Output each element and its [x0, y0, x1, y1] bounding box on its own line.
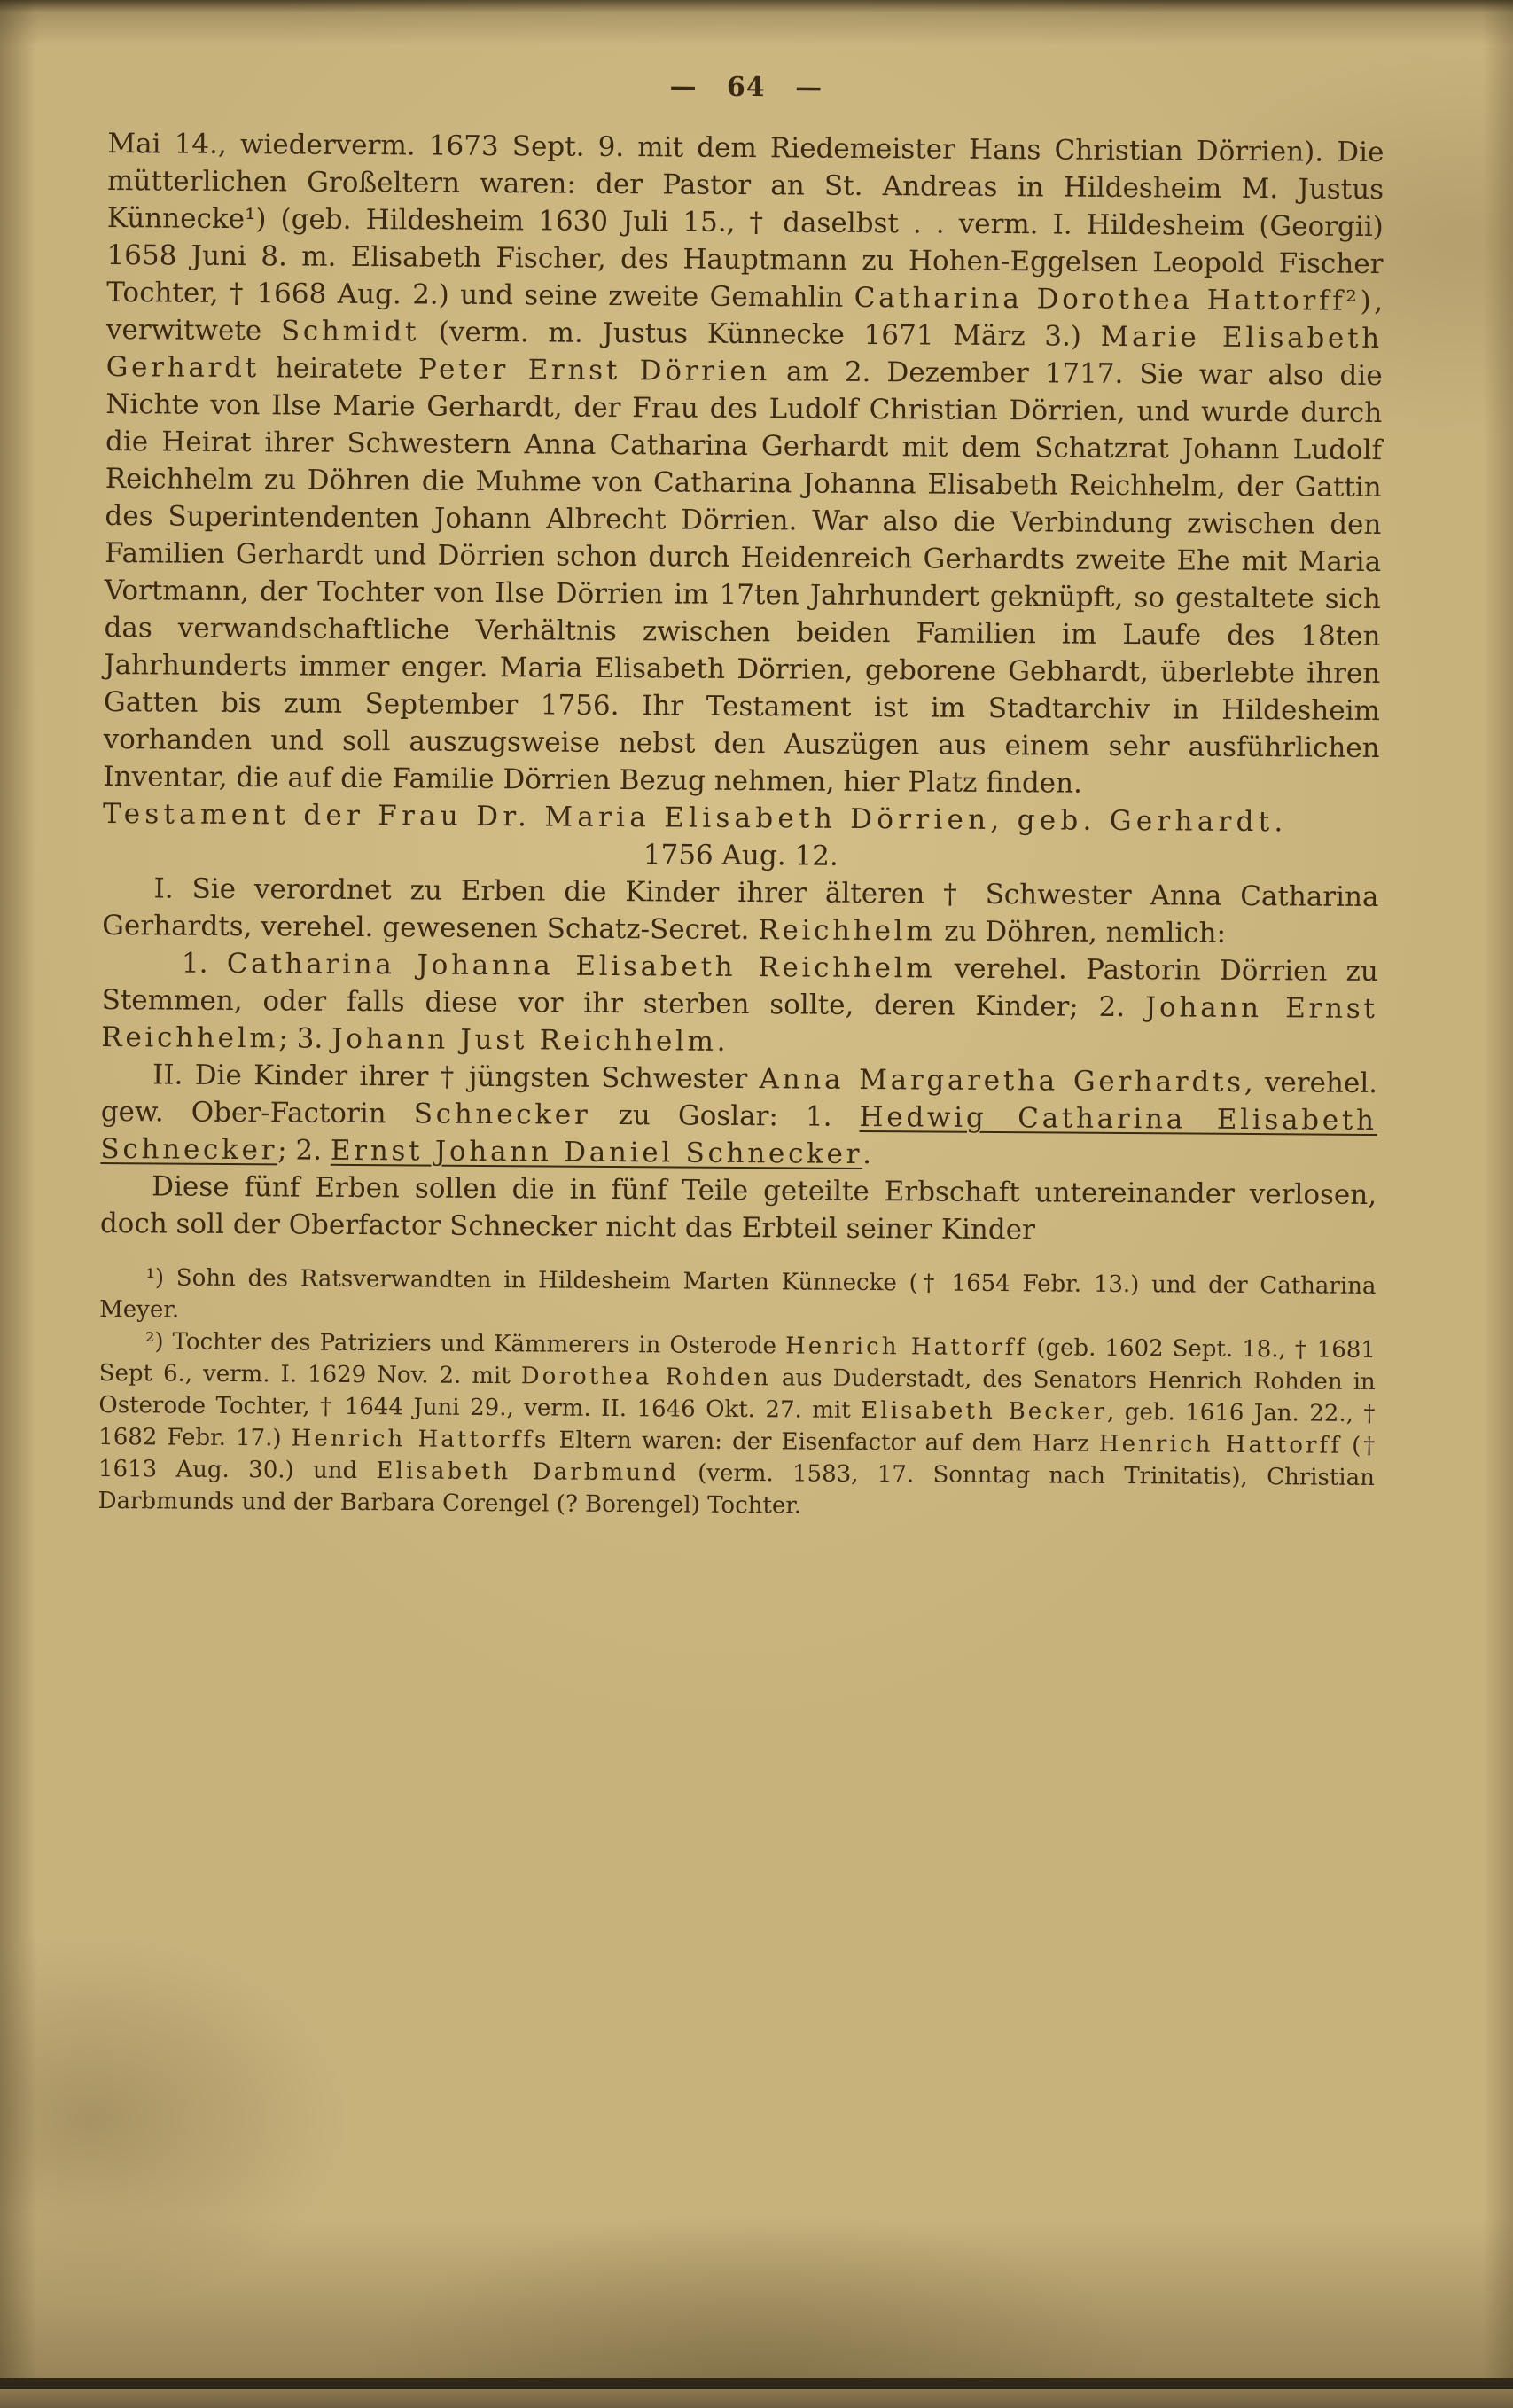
text-segment: Catharina Dorothea Hattorff²) [854, 281, 1375, 317]
page-number: — 64 — [669, 71, 823, 104]
footnotes [98, 1262, 1377, 1526]
text-segment: ¹) Sohn des Ratsverwandten in Hildesheim Marten Künnecke († 1654 Febr. 13.) und der Catharina Meyer. [99, 1264, 1377, 1324]
text-segment: (verm. 1583, 17. Sonntag nach Trinitatis), Christian Darbmunds und der Barbara Corengel (? Borengel) Tochter. [97, 1459, 1376, 1520]
text-segment: zu Goslar: 1. [590, 1098, 860, 1133]
text-segment: Schnecker [413, 1098, 591, 1131]
section-one [102, 870, 1379, 953]
text-block [98, 67, 1384, 1526]
text-segment: (geb. 1602 Sept. 18., † 1681 Sept 6., verm. I. 1629 Nov. 2. mit [98, 1334, 1377, 1390]
text-segment: verehel. Pastorin Dörrien zu Stemmen, oder falls diese vor ihr sterben sollte, deren Kinder; 2. [101, 952, 1379, 1024]
list-item-heirs-one [101, 944, 1378, 1065]
text-segment: Johann Just Reichhelm [331, 1022, 717, 1058]
main-text [100, 125, 1384, 1251]
text-segment: Reichhelm [758, 914, 936, 948]
text-segment: Henrich Hattorff [784, 1333, 1028, 1362]
text-segment: Eltern waren: der Eisenfactor auf dem Harz [549, 1427, 1099, 1458]
text-segment: Peter Ernst Dörrien [417, 353, 771, 388]
closing-paragraph [100, 1168, 1377, 1251]
text-segment: . [716, 1025, 726, 1058]
text-segment: Henrich Hattorffs [291, 1425, 550, 1454]
text-segment: (verm. m. Justus Künnecke 1671 März 3.) [418, 316, 1101, 353]
text-segment: Elisabeth Darbmund [376, 1458, 679, 1487]
text-segment: Catharina Johanna Elisabeth Reichhelm [226, 947, 936, 985]
text-segment: Henrich Hattorff [1098, 1430, 1343, 1459]
page-bottom-edge [0, 2378, 1513, 2389]
text-segment: Testament der Frau Dr. Maria Elisabeth Dörrien, geb. Gerhardt. [102, 797, 1288, 839]
text-segment: († 1613 Aug. 30.) und [97, 1432, 1376, 1485]
text-segment: Elisabeth Becker [861, 1396, 1108, 1426]
section-two [100, 1056, 1377, 1177]
text-segment: ; 3. [278, 1022, 332, 1055]
text-segment: , geb. 1616 Jan. 22., † 1682 Febr. 17.) [98, 1398, 1376, 1452]
text-segment: Schmidt [280, 315, 420, 348]
text-segment: ²) Tochter des Patriziers und Kämmerers in Osterode [144, 1328, 786, 1360]
footnote-1 [99, 1262, 1376, 1334]
text-segment: ; 2. [277, 1134, 331, 1167]
text-segment: Johann Ernst Reichhelm [101, 991, 1378, 1055]
page-bottom-margin [0, 2389, 1513, 2408]
text-segment: Hedwig Catharina Elisabeth Schnecker [100, 1100, 1377, 1167]
text-segment: II. Die Kinder ihrer † jüngsten Schwester [152, 1059, 760, 1096]
footnote-2 [98, 1325, 1376, 1526]
text-segment: , verehel. gew. Ober-Factorin [100, 1066, 1378, 1130]
text-segment: Anna Margaretha Gerhardts [759, 1063, 1244, 1098]
text-segment: heiratete [259, 352, 419, 386]
text-segment: Marie Elisabeth Gerhardt [105, 320, 1384, 385]
text-segment: Diese fünf Erben sollen die in fünf Teile geteilte Erbschaft untereinander verlosen, doch soll der Oberfactor Schnecker nicht das Erbteil seiner Kinder [99, 1170, 1377, 1247]
text-segment: . [862, 1138, 872, 1171]
text-segment: I. Sie verordnet zu Erben die Kinder ihrer älteren † Schwester Anna Catharina Gerhardts, verehel. gewesenen Schatz-Secret. [102, 872, 1379, 947]
text-segment: Mai 14., wiederverm. 1673 Sept. 9. mit dem Riedemeister Hans Christian Dörrien). Die mütterlichen Großeltern waren: der Pastor an St. Andreas in Hildesheim M. Justus Künnecke¹) (geb. Hildesheim 1630 Juli 15., † daselbst . . verm. I. Hildesheim (Georgii) 1658 Juni 8. m. Elisabeth Fischer, des Hauptmann zu Hohen-Eggelsen Leopold Fischer Tochter, † 1668 Aug. 2.) und seine zweite Gemahlin [106, 127, 1384, 314]
text-segment: am 2. Dezember 1717. Sie war also die Nichte von Ilse Marie Gerhardt, der Frau des Ludolf Christian Dörrien, und wurde durch die Heirat ihrer Schwestern Anna Catharina Gerhardt mit dem Schatzrat Johann Ludolf Reichhelm zu Döhren die Muhme von Catharina Johanna Elisabeth Reichhelm, der Gattin des Superintendenten Johann Albrecht Dörrien. War also die Verbindung zwischen den Familien Gerhardt und Dörrien schon durch Heidenreich Gerhardts zweite Ehe mit Maria Vortmann, der Tochter von Ilse Dörrien im 17ten Jahrhundert geknüpft, so gestaltete sich das verwandschaftliche Verhältnis zwischen beiden Familien im Laufe des 18ten Jahrhunderts immer enger. Maria Elisabeth Dörrien, geborene Gebhardt, überlebte ihren Gatten bis zum September 1756. Ihr Testament ist im Stadtarchiv in Hildesheim vorhanden und soll auszugsweise nebst den Auszügen aus einem sehr ausführlichen Inventar, die auf die Familie Dörrien Bezug nehmen, hier Platz finden. [103, 356, 1383, 800]
page-bottom-shadow [0, 2216, 1513, 2378]
main-paragraph [103, 125, 1384, 804]
text-segment: Dorothea Rohden [520, 1363, 772, 1392]
text-segment: aus Duderstadt, des Senators Henrich Rohden in Osterode Tochter, † 1644 Juni 29., verm. II. 1646 Okt. 27. mit [98, 1364, 1376, 1424]
text-segment: 1756 Aug. 12. [643, 839, 838, 872]
text-segment: 1. [181, 947, 227, 980]
text-segment: , verwitwete [105, 285, 1384, 348]
text-segment: Ernst Johann Daniel Schnecker [330, 1134, 863, 1170]
text-segment: zu Döhren, nemlich: [935, 915, 1227, 950]
